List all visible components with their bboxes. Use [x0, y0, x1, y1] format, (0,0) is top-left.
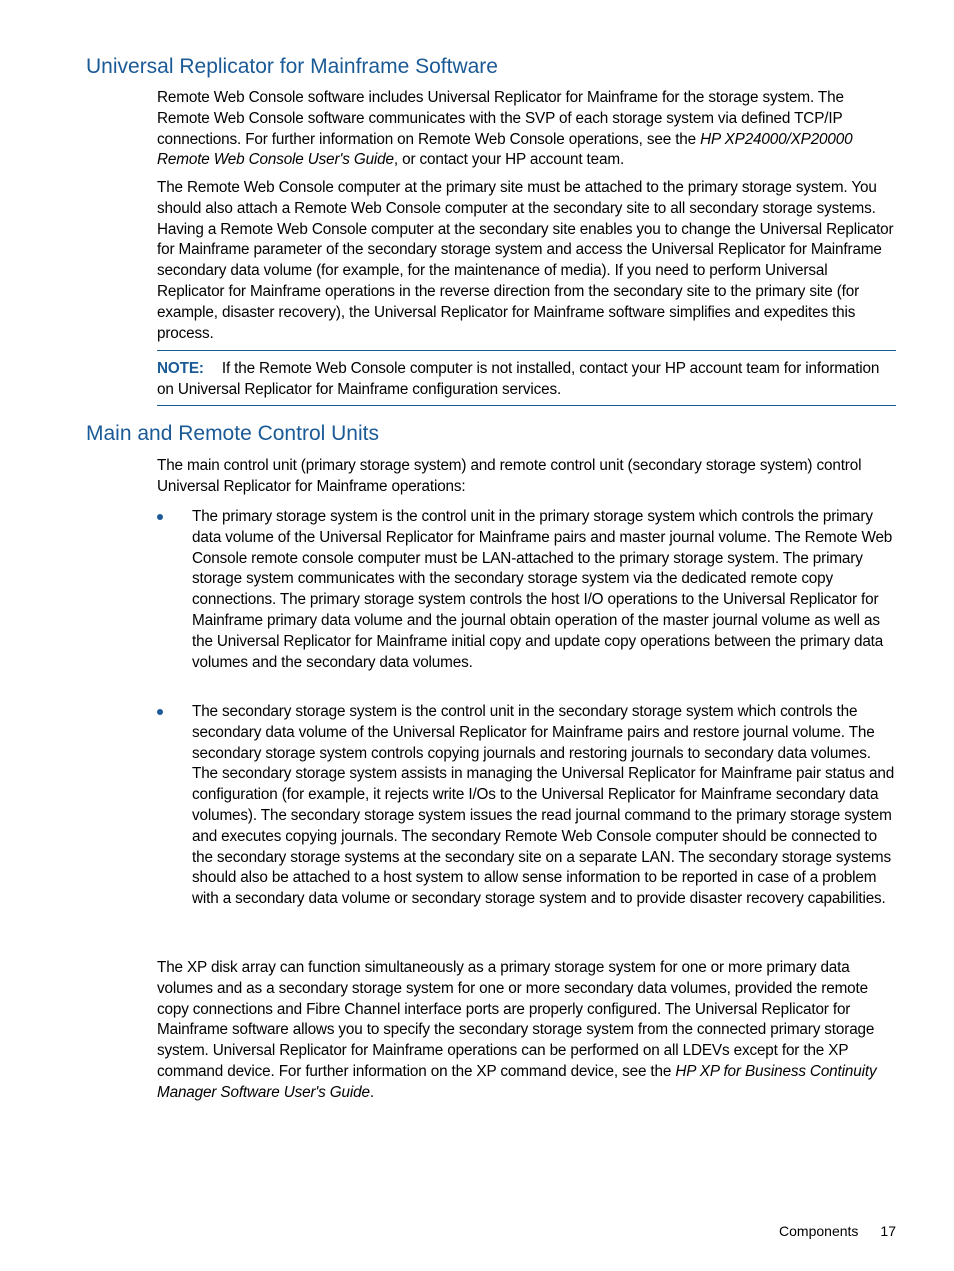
list-item-text: The secondary storage system is the control unit in the secondary storage system which controls the secondary data volume of the Universal Replicator for Mainframe pairs and restore journal volume. The secondary storage system controls copying journals and restoring journals to secondary data volumes. The secondary storage system assists in managing the Universal Replicator for Mainframe pair status and configuration (for example, it rejects write I/Os to the Universal Replicator for Mainframe secondary data volumes). The secondary storage system issues the read journal command to the primary storage system and executes copying journals. The secondary Remote Web Console computer should be connected to the secondary storage systems at the secondary site on a separate LAN. The secondary storage systems should also be attached to a host system to allow sense information to be reported in case of a problem with a secondary data volume or secondary storage system and to provide disaster recovery capabilities.: [192, 703, 895, 908]
paragraph-text: Remote Web Console software includes Universal Replicator for Mainframe for the storage system. The Remote Web Console software communicates with the SVP of each storage system via defined TCP/IP connections. For further information on Remote Web Console operations, see the: [157, 89, 844, 148]
bullet-list: [157, 702, 897, 910]
paragraph-text: The XP disk array can function simultaneously as a primary storage system for one or more primary data volumes and as a secondary storage system for one or more secondary data volumes, provided the remote copy connections and Fibre Channel interface ports are properly configured. The Universal Replicator for Mainframe software allows you to specify the secondary storage system from the connected primary storage system. Universal Replicator for Mainframe operations can be performed on all LDEVs except for the XP command device. For further information on the XP command device, see the: [157, 959, 875, 1080]
list-item-text: The primary storage system is the control unit in the primary storage system which controls the primary data volume of the Universal Replicator for Mainframe pairs and master journal volume. The Remote Web Console remote console computer must be LAN-attached to the primary storage system. The primary storage system communicates with the secondary storage system via the dedicated remote copy connections. The primary storage system controls the host I/O operations to the Universal Replicator for Mainframe primary data volume and the journal obtain operation of the master journal volume as well as the Universal Replicator for Mainframe initial copy and update copy operations between the primary data volumes and the secondary data volumes.: [192, 508, 893, 671]
bullet-icon: [157, 514, 163, 520]
paragraph-xp-disk-array: [157, 958, 897, 1104]
list-item: [157, 507, 897, 673]
paragraph-software-intro: [157, 88, 897, 171]
paragraph-text: The Remote Web Console computer at the primary site must be attached to the primary storage system. You should also attach a Remote Web Console computer at the secondary site to all secondary storage systems. Having a Remote Web Console computer at the secondary site enables you to change the Universal Replicator for Mainframe parameter of the secondary storage system and access the Universal Replicator for Mainframe secondary data volume (for example, for the maintenance of media). If you need to perform Universal Replicator for Mainframe operations in the reverse direction from the secondary site to the primary site (for example, disaster recovery), the Universal Replicator for Mainframe software simplifies and expedites this process.: [157, 179, 894, 342]
paragraph-text: .: [369, 1083, 374, 1101]
section-heading-software: Universal Replicator for Mainframe Software: [86, 55, 498, 78]
section-heading-control-units: Main and Remote Control Units: [86, 422, 379, 445]
guide-reference: HP XP24000/XP20000 Remote Web Console User's Guide: [157, 130, 853, 169]
page-footer: [779, 1222, 896, 1240]
list-item: [157, 702, 897, 910]
page-number: 17: [880, 1223, 896, 1239]
bullet-icon: [157, 709, 163, 715]
paragraph-text: , or contact your HP account team.: [393, 151, 625, 169]
note-label: NOTE:: [157, 360, 204, 377]
note-box: [157, 350, 896, 406]
paragraph-primary-site: [157, 178, 897, 344]
paragraph-control-units-intro: [157, 456, 897, 498]
guide-reference: HP XP for Business Continuity Manager Software User's Guide: [157, 1062, 877, 1101]
bullet-list: [157, 507, 897, 673]
note-text: If the Remote Web Console computer is not installed, contact your HP account team for information on Universal Replicator for Mainframe configuration services.: [157, 360, 880, 398]
paragraph-text: The main control unit (primary storage system) and remote control unit (secondary storage system) control Universal Replicator for Mainframe operations:: [157, 457, 862, 495]
footer-section-name: Components: [779, 1223, 859, 1239]
